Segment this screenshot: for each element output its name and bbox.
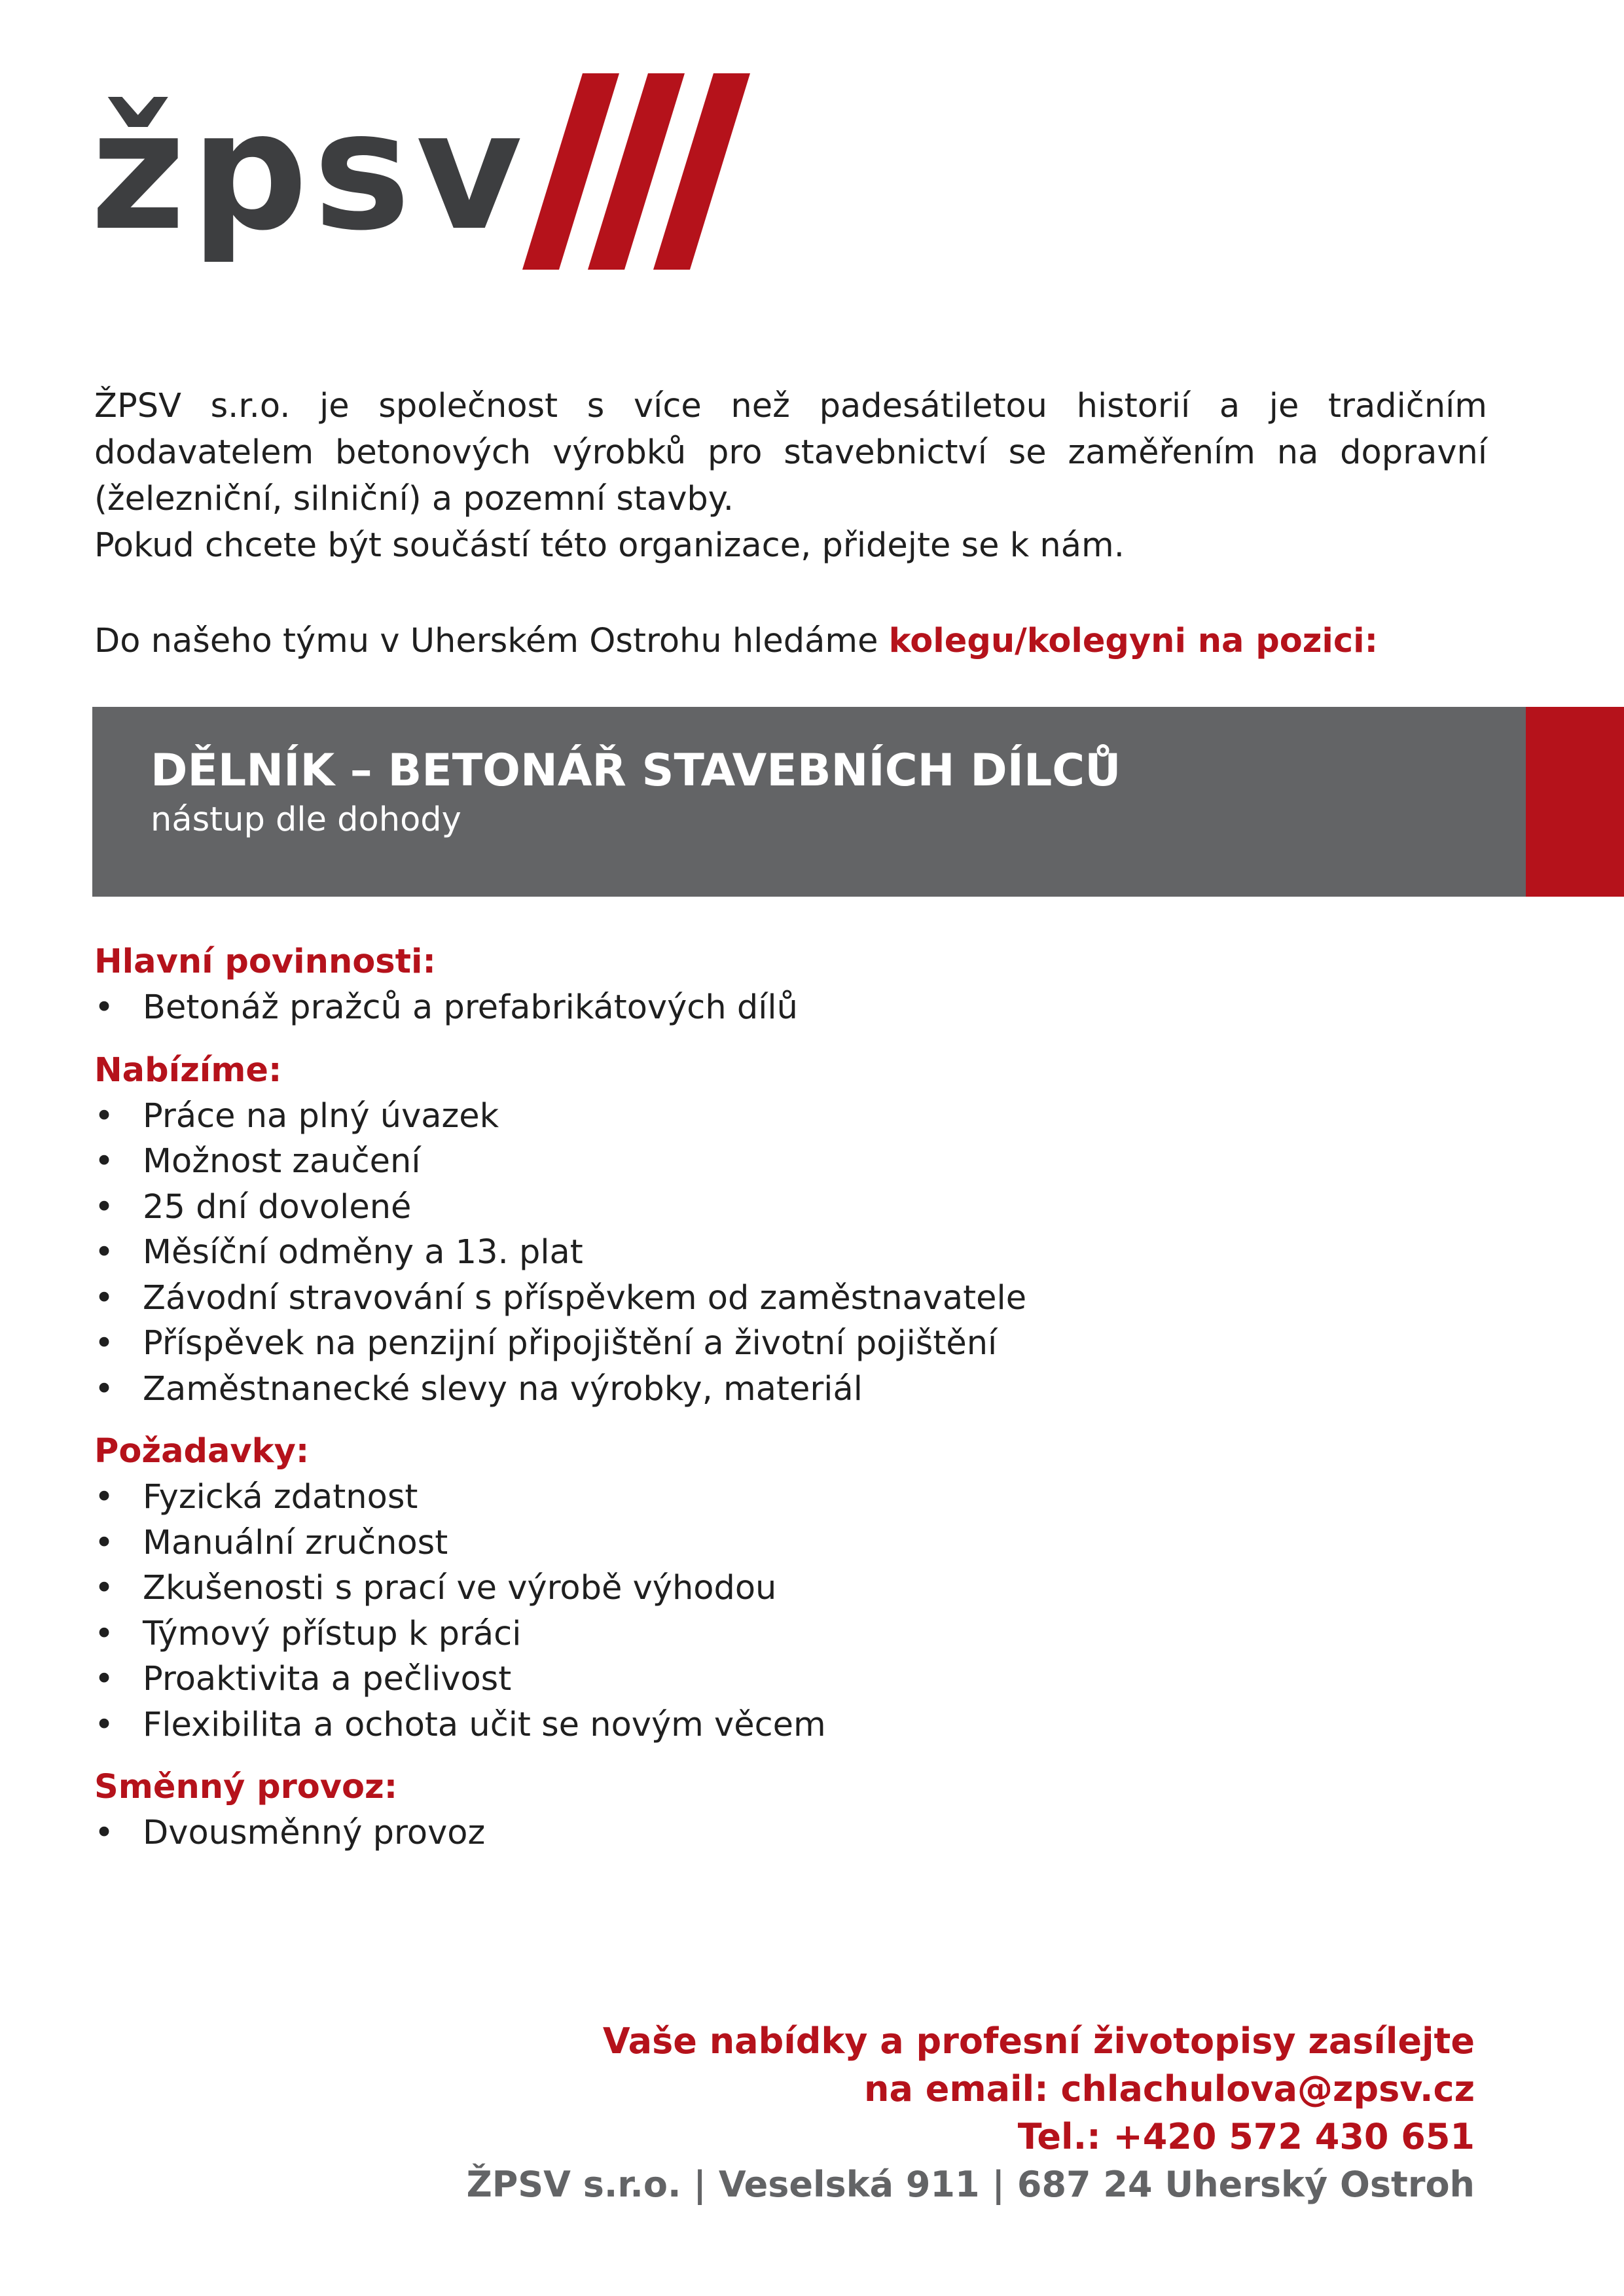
intro-invitation: Pokud chcete být součástí této organizace, přidejte se k nám.: [94, 526, 1125, 565]
bullet-icon: •: [94, 1705, 115, 1744]
list-item-text: Práce na plný úvazek: [143, 1096, 499, 1136]
section-shift: [94, 1765, 1469, 1856]
bullet-icon: •: [94, 1142, 115, 1181]
list-item-text: Betonáž pražců a prefabrikátových dílů: [143, 988, 798, 1027]
list-item-text: Týmový přístup k práci: [143, 1614, 522, 1653]
bullet-icon: •: [94, 1814, 115, 1852]
bullet-icon: •: [94, 1278, 115, 1318]
list-item-text: Dvousměnný provoz: [143, 1814, 486, 1852]
section-title: Směnný provoz:: [94, 1768, 398, 1806]
offer-list: [94, 1094, 1469, 1412]
list-item: [94, 1702, 1469, 1748]
list-item-text: Proaktivita a pečlivost: [143, 1660, 512, 1698]
list-item: [94, 1276, 1469, 1321]
requirements-list: [94, 1475, 1469, 1748]
list-item-text: Flexibilita a ochota učit se novým věcem: [143, 1705, 826, 1744]
list-item: [94, 985, 1469, 1031]
contact-email[interactable]: na email: chlachulova@zpsv.cz: [864, 2068, 1475, 2109]
contact-phone[interactable]: Tel.: +420 572 430 651: [1017, 2116, 1475, 2157]
bullet-icon: •: [94, 1660, 115, 1698]
list-item-text: Příspěvek na penzijní připojištění a životní pojištění: [143, 1324, 998, 1363]
section-title: Hlavní povinnosti:: [94, 942, 436, 981]
bullet-icon: •: [94, 1187, 115, 1227]
bullet-icon: •: [94, 1523, 115, 1562]
position-banner-accent: [1526, 707, 1624, 897]
bullet-icon: •: [94, 1324, 115, 1363]
contact-block: [467, 2017, 1475, 2208]
list-item-text: 25 dní dovolené: [143, 1187, 412, 1227]
logo-slashes-icon: [522, 73, 753, 270]
list-item: [94, 1094, 1469, 1139]
bullet-icon: •: [94, 1369, 115, 1408]
list-item-text: Zkušenosti s prací ve výrobě výhodou: [143, 1569, 777, 1607]
list-item: [94, 1810, 1469, 1856]
list-item: [94, 1185, 1469, 1230]
duties-list: [94, 985, 1469, 1031]
job-details: [94, 939, 1469, 1873]
list-item: [94, 1520, 1469, 1566]
list-item-text: Měsíční odměny a 13. plat: [143, 1233, 583, 1272]
list-item: [94, 1475, 1469, 1520]
bullet-icon: •: [94, 1478, 115, 1516]
bullet-icon: •: [94, 1614, 115, 1653]
looking-for-highlight: kolegu/kolegyni na pozici:: [888, 622, 1379, 660]
position-subtitle: nástup dle dohody: [151, 800, 461, 839]
section-title: Nabízíme:: [94, 1050, 282, 1090]
looking-for-prefix: Do našeho týmu v Uherském Ostrohu hledáme: [94, 622, 889, 660]
list-item: [94, 1566, 1469, 1611]
section-duties: [94, 939, 1469, 1031]
list-item-text: Manuální zručnost: [143, 1523, 448, 1562]
bullet-icon: •: [94, 1096, 115, 1136]
bullet-icon: •: [94, 1569, 115, 1607]
shift-list: [94, 1810, 1469, 1856]
bullet-icon: •: [94, 1233, 115, 1272]
intro-text: [94, 383, 1487, 569]
list-item-text: Zaměstnanecké slevy na výrobky, materiál: [143, 1369, 863, 1408]
contact-instructions: Vaše nabídky a profesní životopisy zasílejte: [602, 2020, 1475, 2062]
position-title: DĚLNÍK – BETONÁŘ STAVEBNÍCH DÍLCŮ: [151, 745, 1121, 797]
company-logo: [90, 73, 753, 270]
list-item: [94, 1367, 1469, 1412]
list-item-text: Fyzická zdatnost: [143, 1478, 418, 1516]
list-item: [94, 1230, 1469, 1276]
list-item-text: Možnost zaučení: [143, 1142, 421, 1181]
looking-for-line: [94, 618, 1487, 664]
bullet-icon: •: [94, 988, 115, 1027]
list-item: [94, 1657, 1469, 1702]
logo-wordmark: žpsv: [90, 76, 528, 266]
list-item: [94, 1321, 1469, 1367]
list-item: [94, 1139, 1469, 1185]
company-address: ŽPSV s.r.o. | Veselská 911 | 687 24 Uherský Ostroh: [466, 2164, 1475, 2205]
section-title: Požadavky:: [94, 1432, 310, 1471]
intro-paragraph: ŽPSV s.r.o. je společnost s více než padesátiletou historií a je tradičním dodavatelem betonových výrobků pro stavebnictví se zaměřením na dopravní (železniční, silniční) a pozemní stavby.: [94, 387, 1487, 518]
list-item-text: Závodní stravování s příspěvkem od zaměstnavatele: [143, 1278, 1027, 1318]
list-item: [94, 1611, 1469, 1657]
section-offer: [94, 1048, 1469, 1412]
section-requirements: [94, 1429, 1469, 1748]
